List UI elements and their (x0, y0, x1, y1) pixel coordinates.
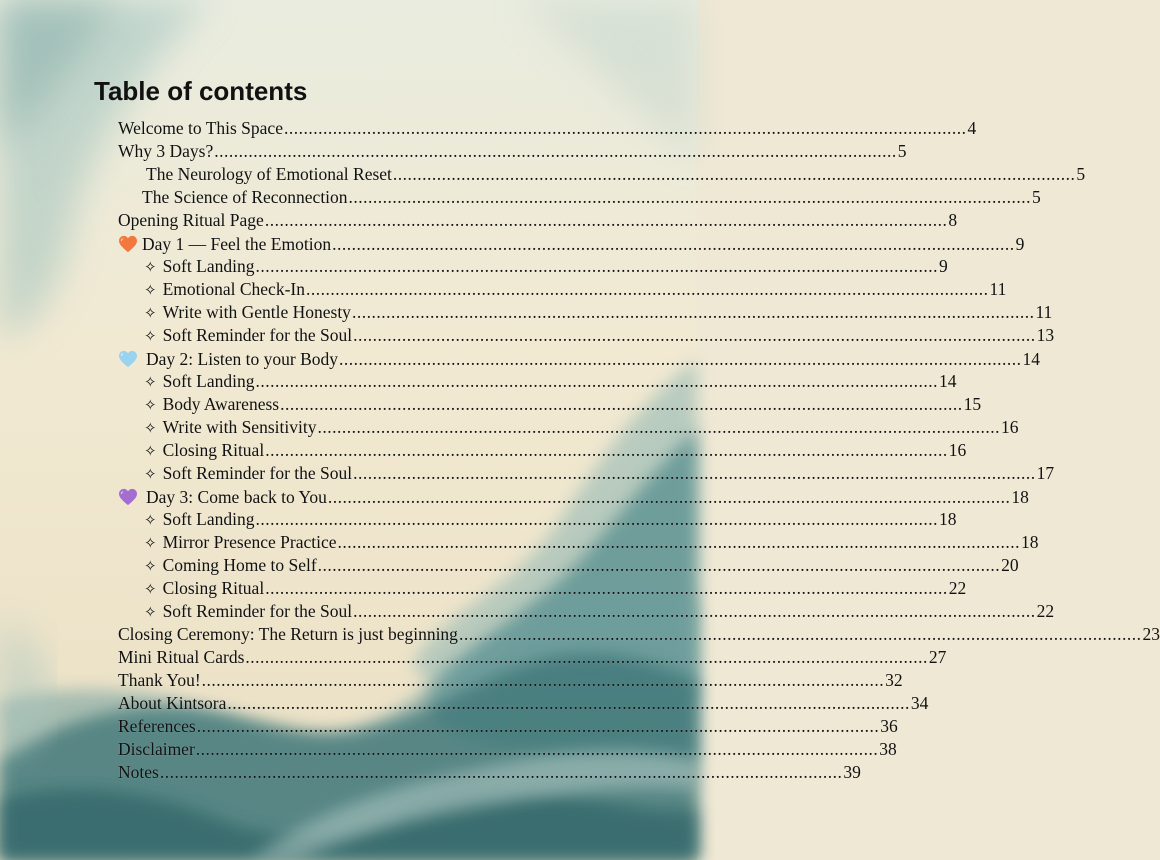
dot-leader: ............................................................................................................................................ (392, 164, 1076, 184)
dot-leader: ............................................................................................................................................ (227, 693, 910, 713)
toc-page-number: 11 (989, 279, 1007, 299)
toc-entry[interactable] (144, 416, 1019, 439)
dot-leader: ............................................................................................................................................ (265, 578, 948, 598)
toc-page-number: 4 (967, 118, 977, 138)
sparkle-star-icon: ✧ (144, 258, 157, 276)
toc-entry-label: Soft Reminder for the Soul (162, 463, 353, 483)
dot-leader: ............................................................................................................................................ (351, 302, 1035, 322)
toc-page-number: 5 (1076, 164, 1086, 184)
toc-entry[interactable] (144, 577, 967, 600)
toc-entry[interactable] (118, 715, 898, 738)
dot-leader: ............................................................................................................................................ (317, 417, 1000, 437)
toc-entry[interactable] (118, 209, 958, 232)
dot-leader: ............................................................................................................................................ (317, 555, 1001, 575)
toc-page-number: 36 (880, 716, 898, 736)
sparkle-star-icon: ✧ (144, 511, 157, 529)
dot-leader: ............................................................................................................................................ (339, 349, 1022, 369)
sparkle-star-icon: ✧ (144, 603, 157, 621)
sparkle-star-icon: ✧ (144, 580, 157, 598)
sparkle-star-icon: ✧ (144, 465, 157, 483)
toc-page-number: 9 (1015, 234, 1025, 254)
toc-page-number: 20 (1001, 555, 1019, 575)
dot-leader: ............................................................................................................................................ (195, 739, 879, 759)
toc-entry-label: Write with Gentle Honesty (162, 302, 351, 322)
toc-entry[interactable] (144, 278, 1007, 301)
sparkle-star-icon: ✧ (144, 557, 157, 575)
dot-leader: ............................................................................................................................................ (245, 647, 928, 667)
toc-entry-label: Why 3 Days? (118, 141, 214, 161)
dot-leader: ............................................................................................................................................ (305, 279, 989, 299)
toc-entry[interactable] (144, 508, 957, 531)
blue-heart-icon (118, 350, 138, 368)
page-title: Table of contents (94, 76, 308, 106)
toc-page-number: 16 (948, 440, 967, 460)
toc-entry-label: Closing Ceremony: The Return is just beginning (118, 624, 458, 644)
sparkle-star-icon: ✧ (144, 327, 157, 345)
sparkle-star-icon: ✧ (144, 373, 157, 391)
toc-page-number: 23 (1142, 624, 1160, 644)
toc-entry[interactable] (146, 163, 1086, 186)
toc-entry-label: Write with Sensitivity (162, 417, 317, 437)
toc-entry-label: Body Awareness (162, 394, 280, 414)
toc-entry[interactable] (118, 140, 907, 163)
dot-leader: ............................................................................................................................................ (327, 487, 1011, 507)
toc-entry-label: Soft Reminder for the Soul (162, 601, 353, 621)
sparkle-star-icon: ✧ (144, 396, 157, 414)
dot-leader: ............................................................................................................................................ (283, 118, 967, 138)
sparkle-star-icon: ✧ (144, 534, 157, 552)
toc-entry-label: Soft Reminder for the Soul (162, 325, 353, 345)
toc-entry-label: Day 1 — Feel the Emotion (142, 234, 332, 254)
toc-page-number: 13 (1036, 325, 1055, 345)
toc-entry-label: The Science of Reconnection (142, 187, 348, 207)
toc-entry[interactable] (144, 554, 1019, 577)
dot-leader: ............................................................................................................................................ (214, 141, 897, 161)
toc-entry[interactable] (144, 324, 1055, 347)
toc-entry-label: Welcome to This Space (118, 118, 283, 138)
toc-entry-label: References (118, 716, 196, 736)
toc-entry-label: Disclaimer (118, 739, 195, 759)
purple-heart-icon (118, 488, 138, 506)
toc-page-number: 14 (938, 371, 957, 391)
dot-leader: ............................................................................................................................................ (332, 234, 1015, 254)
dot-leader: ............................................................................................................................................ (201, 670, 885, 690)
toc-entry-label: Day 3: Come back to You (146, 487, 327, 507)
sparkle-star-icon: ✧ (144, 304, 157, 322)
toc-page-number: 34 (910, 693, 929, 713)
toc-entry[interactable] (118, 347, 1040, 370)
dot-leader: ............................................................................................................................................ (337, 532, 1021, 552)
toc-page-number: 9 (938, 256, 948, 276)
toc-entry-label: Emotional Check-In (162, 279, 305, 299)
toc-page-number: 11 (1035, 302, 1053, 322)
toc-entry-label: Notes (118, 762, 159, 782)
sparkle-star-icon: ✧ (144, 442, 157, 460)
sparkle-star-icon: ✧ (144, 281, 157, 299)
toc-entry[interactable] (118, 738, 897, 761)
sparkle-star-icon: ✧ (144, 419, 157, 437)
dot-leader: ............................................................................................................................................ (159, 762, 843, 782)
toc-entry[interactable] (144, 255, 948, 278)
toc-entry[interactable] (144, 301, 1053, 324)
dot-leader: ............................................................................................................................................ (458, 624, 1142, 644)
toc-entry[interactable] (118, 692, 929, 715)
toc-entry[interactable] (144, 439, 967, 462)
dot-leader: ............................................................................................................................................ (265, 440, 948, 460)
toc-page-number: 32 (885, 670, 903, 690)
toc-entry[interactable] (144, 531, 1039, 554)
toc-page-number: 16 (1000, 417, 1019, 437)
toc-entry[interactable] (144, 462, 1055, 485)
dot-leader: ............................................................................................................................................ (353, 463, 1036, 483)
toc-entry-label: Closing Ritual (162, 440, 265, 460)
toc-entry-label: Opening Ritual Page (118, 210, 264, 230)
toc-page-number: 17 (1036, 463, 1055, 483)
toc-entry-label: Soft Landing (162, 371, 255, 391)
toc-page-number: 18 (1011, 487, 1029, 507)
toc-entry[interactable] (144, 600, 1055, 623)
dot-leader: ............................................................................................................................................ (255, 509, 938, 529)
toc-entry[interactable] (118, 761, 861, 784)
toc-page-number: 8 (948, 210, 958, 230)
toc-entry-label: The Neurology of Emotional Reset (146, 164, 392, 184)
toc-page-number: 5 (1032, 187, 1041, 207)
dot-leader: ............................................................................................................................................ (353, 325, 1036, 345)
toc-entry[interactable] (144, 393, 982, 416)
dot-leader: ............................................................................................................................................ (348, 187, 1032, 207)
toc-page-number: 5 (897, 141, 907, 161)
toc-entry[interactable] (118, 669, 903, 692)
toc-entry[interactable] (118, 485, 1029, 508)
toc-entry-label: Thank You! (118, 670, 201, 690)
toc-entry-label: About Kintsora (118, 693, 227, 713)
dot-leader: ............................................................................................................................................ (196, 716, 880, 736)
dot-leader: ............................................................................................................................................ (264, 210, 948, 230)
toc-page-number: 27 (928, 647, 947, 667)
toc-page-number: 18 (1021, 532, 1039, 552)
toc-entry-label: Soft Landing (162, 509, 255, 529)
toc-entry-label: Mirror Presence Practice (162, 532, 337, 552)
toc-entry[interactable] (142, 186, 1041, 209)
toc-entry-label: Coming Home to Self (162, 555, 317, 575)
orange-heart-icon (118, 235, 138, 253)
toc-entry-label: Day 2: Listen to your Body (146, 349, 338, 369)
toc-page-number: 39 (843, 762, 861, 782)
toc-entry[interactable] (118, 117, 977, 140)
dot-leader: ............................................................................................................................................ (353, 601, 1036, 621)
toc-page-number: 18 (938, 509, 957, 529)
toc-entry-label: Soft Landing (162, 256, 255, 276)
toc-entry[interactable] (118, 623, 1160, 646)
toc-entry[interactable] (118, 646, 947, 669)
toc-entry-label: Closing Ritual (162, 578, 265, 598)
toc-entry[interactable] (144, 370, 957, 393)
toc-entry-label: Mini Ritual Cards (118, 647, 245, 667)
toc-page-number: 14 (1022, 349, 1040, 369)
toc-page-number: 38 (879, 739, 897, 759)
dot-leader: ............................................................................................................................................ (280, 394, 963, 414)
toc-page-number: 22 (948, 578, 967, 598)
toc-entry[interactable] (118, 232, 1025, 255)
dot-leader: ............................................................................................................................................ (255, 256, 938, 276)
toc-page-number: 22 (1036, 601, 1055, 621)
dot-leader: ............................................................................................................................................ (255, 371, 938, 391)
toc-page-number: 15 (963, 394, 982, 414)
